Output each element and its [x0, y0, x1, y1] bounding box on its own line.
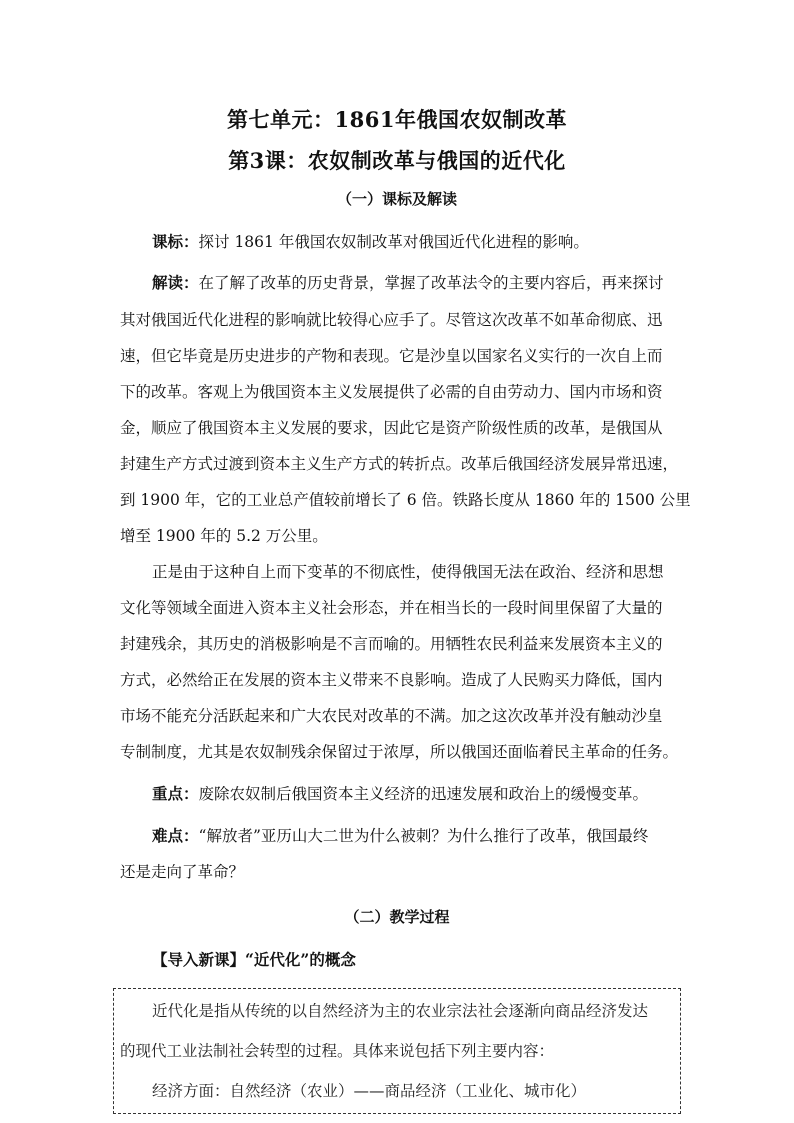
- difficulty-line-2: 还是走向了革命？: [120, 863, 245, 881]
- standard-label: 课标：: [152, 232, 199, 251]
- concept-line-3: 经济方面：自然经济（农业）——商品经济（工业化、城市化）: [152, 1082, 587, 1100]
- standard-paragraph: [152, 232, 718, 252]
- lesson-title: 第3课：农奴制改革与俄国的近代化: [228, 148, 566, 173]
- concept-line-2: 的现代工业法制社会转型的过程。具体来说包括下列主要内容：: [120, 1042, 555, 1060]
- interpretation-line-5: 金，顺应了俄国资本主义发展的要求，因此它是资产阶级性质的改革，是俄国从: [120, 419, 663, 437]
- paragraph2-line-5: 市场不能充分活跃起来和广大农民对改革的不满。加之这次改革并没有触动沙皇: [120, 707, 663, 725]
- difficulty-line-1: 难点：“解放者”亚历山大二世为什么被刺？为什么推行了改革，俄国最终: [152, 826, 649, 845]
- interpretation-line-8: 增至 1900 年的 5.2 万公里。: [120, 527, 328, 545]
- key-point-label: 重点：: [152, 784, 199, 803]
- section-heading-process: （二）教学过程: [344, 908, 450, 926]
- interpretation-line-7: 到 1900 年，它的工业总产值较前增长了 6 倍。铁路长度从 1860 年的 1500 公里: [120, 491, 691, 509]
- paragraph2-line-2: 文化等领域全面进入资本主义社会形态，并在相当长的一段时间里保留了大量的: [120, 599, 663, 617]
- concept-box: [113, 988, 681, 1114]
- intro-text: “近代化”的概念: [245, 950, 356, 969]
- key-point-paragraph: [152, 784, 718, 804]
- paragraph2-line-1: 正是由于这种自上而下变革的不彻底性，使得俄国无法在政治、经济和思想: [152, 563, 664, 581]
- standard-text: 探讨 1861 年俄国农奴制改革对俄国近代化进程的影响。: [198, 233, 589, 251]
- intro-label: 【导入新课】: [152, 950, 246, 969]
- interpretation-line-1: 解读：在了解了改革的历史背景，掌握了改革法令的主要内容后，再来探讨: [152, 273, 664, 292]
- interpretation-line-3: 速，但它毕竟是历史进步的产物和表现。它是沙皇以国家名义实行的一次自上而: [120, 347, 663, 365]
- interpretation-line-6: 封建生产方式过渡到资本主义生产方式的转折点。改革后俄国经济发展异常迅速，: [120, 455, 679, 473]
- difficulty-label: 难点：: [152, 826, 199, 845]
- interpretation-line-2: 其对俄国近代化进程的影响就比较得心应手了。尽管这次改革不如革命彻底、迅: [120, 311, 663, 329]
- section-heading-standards: （一）课标及解读: [336, 190, 457, 208]
- paragraph2-line-4: 方式，必然给正在发展的资本主义带来不良影响。造成了人民购买力降低，国内: [120, 671, 663, 689]
- concept-line-1: 近代化是指从传统的以自然经济为主的农业宗法社会逐渐向商品经济发达: [152, 1002, 649, 1020]
- interpretation-label: 解读：: [152, 273, 199, 292]
- paragraph2-line-3: 封建残余，其历史的消极影响是不言而喻的。用牺牲农民利益来发展资本主义的: [120, 635, 663, 653]
- paragraph2-line-6: 专制制度，尤其是农奴制残余保留过于浓厚，所以俄国还面临着民主革命的任务。: [120, 743, 679, 761]
- unit-title: 第七单元：1861年俄国农奴制改革: [227, 107, 567, 132]
- interpretation-line-4: 下的改革。客观上为俄国资本主义发展提供了必需的自由劳动力、国内市场和资: [120, 383, 663, 401]
- intro-line: [152, 950, 718, 970]
- key-point-text: 废除农奴制后俄国资本主义经济的迅速发展和政治上的缓慢变革。: [198, 785, 649, 803]
